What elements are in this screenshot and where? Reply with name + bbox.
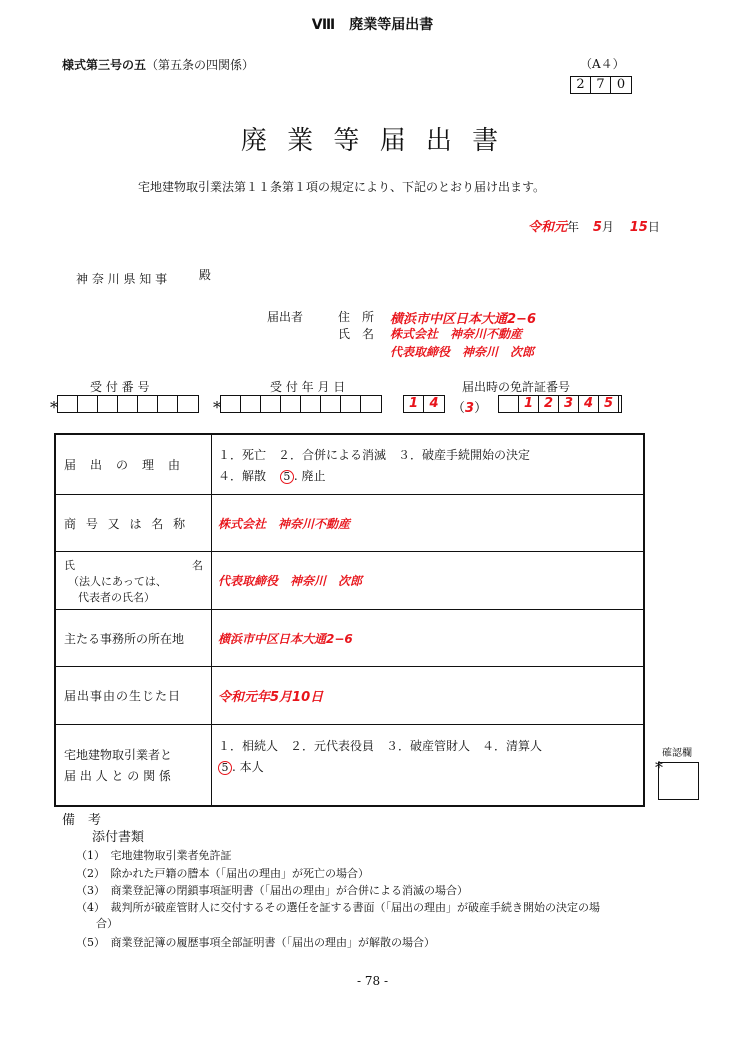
remark-item-continued: 合） bbox=[96, 917, 118, 930]
page-number: - 78 - bbox=[356, 974, 388, 988]
remark-item: （3） 商業登記簿の閉鎖事項証明書（「届出の理由」が合併による消滅の場合） bbox=[76, 884, 468, 897]
confirm-box[interactable] bbox=[658, 762, 699, 800]
form-number: 様式第三号の五 bbox=[62, 58, 147, 72]
remarks-title: 備 考 bbox=[62, 813, 102, 828]
addressee-honorific: 殿 bbox=[198, 268, 211, 282]
event-date-value[interactable]: 令和元年5月10日 bbox=[218, 690, 324, 705]
license-number-label: 届出時の免許証番号 bbox=[462, 380, 571, 394]
date-month: 5 bbox=[592, 220, 602, 235]
representative-label bbox=[56, 552, 212, 609]
addressee-name: 神 奈 川 県 知 事 bbox=[76, 272, 168, 286]
event-date-row bbox=[56, 667, 643, 725]
reason-options-line1: １．死亡 ２．合併による消滅 ３．破産手続開始の決定 bbox=[218, 447, 531, 462]
remark-item: （2） 除かれた戸籍の謄本（「届出の理由」が死亡の場合） bbox=[76, 867, 369, 880]
date-era: 令和元 bbox=[528, 220, 568, 235]
section-title: Ⅷ 廃業等届出書 bbox=[311, 17, 434, 33]
code-digit: 2 bbox=[571, 77, 591, 93]
event-date-label: 届出事由の生じた日 bbox=[56, 667, 212, 724]
notifier-company: 株式会社 神奈川不動産 bbox=[390, 327, 523, 341]
relation-option-self: . 本人 bbox=[232, 760, 264, 774]
paper-size: （A４） bbox=[580, 57, 625, 71]
remark-item: （1） 宅地建物取引業者免許証 bbox=[76, 849, 232, 862]
form-ref: （第五条の四関係） bbox=[146, 58, 255, 72]
code-digit: 0 bbox=[616, 77, 626, 92]
confirm-label: 確認欄 bbox=[662, 748, 692, 759]
code-digit: 7 bbox=[591, 77, 611, 93]
relation-row bbox=[56, 725, 643, 805]
confirm-asterisk: * bbox=[655, 758, 663, 777]
name-label: 氏 名 bbox=[338, 327, 375, 341]
license-digit: 2 bbox=[539, 396, 559, 412]
license-prefix-digit: 1 bbox=[404, 396, 424, 412]
relation-options-line1: １．相続人 ２．元代表役員 ３．破産管財人 ４．清算人 bbox=[218, 739, 543, 753]
representative-value[interactable]: 代表取締役 神奈川 次郎 bbox=[218, 574, 363, 588]
reason-option-dissolution: ４．解散 bbox=[218, 468, 267, 483]
license-number-boxes bbox=[498, 395, 622, 413]
reason-label: 届 出 の 理 由 bbox=[56, 435, 212, 494]
representative-row bbox=[56, 552, 643, 610]
relation-selected-circle: 5 bbox=[218, 761, 232, 775]
trade-name-label: 商 号 又 は 名 称 bbox=[56, 495, 212, 551]
reason-options-line2 bbox=[218, 467, 325, 484]
relation-label bbox=[56, 725, 212, 805]
address-label: 住 所 bbox=[338, 310, 375, 324]
notifier-label: 届出者 bbox=[267, 310, 304, 324]
reception-number-label: 受 付 番 号 bbox=[90, 380, 150, 394]
renewal-open: （ bbox=[452, 401, 466, 416]
relation-label-line1: 宅地建物取引業者と bbox=[64, 748, 173, 762]
reason-option-closure: . 廃止 bbox=[293, 468, 326, 483]
date-day-suffix: 日 bbox=[647, 220, 660, 234]
remark-item: （4） 裁判所が破産管財人に交付するその選任を証する書面（「届出の理由」が破産手続き開始の決定の場 bbox=[76, 901, 600, 914]
rep-label-line3: 代表者の氏名） bbox=[78, 590, 155, 604]
document-title: 廃 業 等 届 出 書 bbox=[240, 126, 505, 156]
trade-name-value[interactable]: 株式会社 神奈川不動産 bbox=[218, 516, 351, 531]
relation-value[interactable] bbox=[212, 725, 643, 805]
reason-value[interactable] bbox=[212, 435, 643, 494]
asterisk-mark: * bbox=[50, 398, 58, 417]
submission-date bbox=[528, 216, 660, 235]
date-day: 15 bbox=[629, 220, 648, 235]
remarks-subtitle: 添付書類 bbox=[92, 830, 145, 845]
form-id-label bbox=[62, 56, 254, 73]
rep-label-b: 名 bbox=[192, 558, 203, 572]
date-month-suffix: 月 bbox=[601, 220, 614, 234]
relation-options-line2 bbox=[218, 758, 264, 775]
rep-label-line2: （法人にあっては、 bbox=[68, 574, 167, 588]
remark-item: （5） 商業登記簿の履歴事項全部証明書（「届出の理由」が解散の場合） bbox=[76, 936, 435, 949]
form-code-boxes bbox=[570, 76, 632, 94]
date-year-suffix: 年 bbox=[567, 220, 580, 234]
license-digit: 3 bbox=[559, 396, 579, 412]
license-digit: 5 bbox=[599, 396, 619, 412]
intro-text: 宅地建物取引業法第１１条第１項の規定により、下記のとおり届け出ます。 bbox=[138, 180, 546, 194]
renewal-close: ） bbox=[474, 401, 488, 416]
trade-name-row bbox=[56, 495, 643, 552]
license-prefix-boxes bbox=[403, 395, 445, 413]
license-prefix-digit: 4 bbox=[429, 396, 439, 411]
notifier-address: 横浜市中区日本大通2−6 bbox=[390, 312, 536, 327]
reception-date-boxes[interactable] bbox=[220, 395, 382, 413]
license-digit: 1 bbox=[519, 396, 539, 412]
notifier-representative: 代表取締役 神奈川 次郎 bbox=[390, 345, 535, 359]
addressee bbox=[76, 270, 211, 287]
reception-date-label: 受 付 年 月 日 bbox=[270, 380, 346, 394]
asterisk-mark: * bbox=[213, 398, 221, 417]
office-value[interactable]: 横浜市中区日本大通2−6 bbox=[218, 631, 353, 646]
rep-label-a: 氏 bbox=[64, 558, 75, 572]
reason-row bbox=[56, 435, 643, 495]
license-renewal bbox=[452, 397, 487, 416]
reception-number-boxes[interactable] bbox=[57, 395, 199, 413]
office-label: 主たる事務所の所在地 bbox=[56, 610, 212, 666]
renewal-count: 3 bbox=[465, 401, 475, 416]
form-table bbox=[54, 433, 645, 807]
office-row bbox=[56, 610, 643, 667]
license-digit: 4 bbox=[579, 396, 599, 412]
reason-selected-circle: 5 bbox=[280, 470, 294, 484]
relation-label-line2: 届 出 人 と の 関 係 bbox=[64, 769, 171, 783]
